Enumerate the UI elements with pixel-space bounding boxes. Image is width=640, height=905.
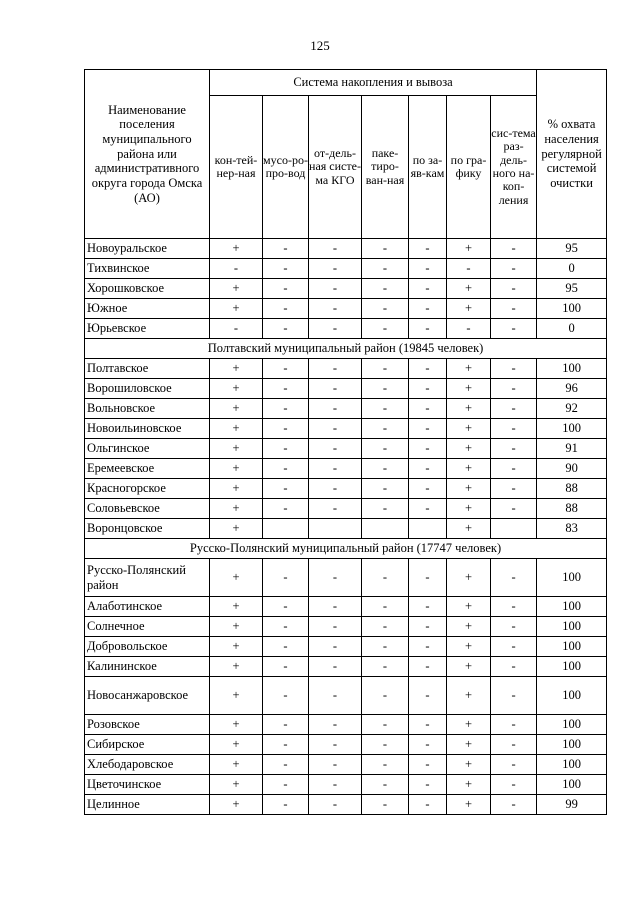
table-row bbox=[85, 259, 607, 279]
system-cell: + bbox=[447, 499, 491, 519]
system-cell: - bbox=[263, 319, 309, 339]
coverage-value: 100 bbox=[537, 775, 607, 795]
system-cell: - bbox=[362, 259, 409, 279]
table-row bbox=[85, 677, 607, 715]
system-cell: + bbox=[447, 677, 491, 715]
settlement-name: Добровольское bbox=[85, 637, 210, 657]
system-cell: - bbox=[362, 499, 409, 519]
system-cell: - bbox=[362, 755, 409, 775]
system-cell: - bbox=[210, 259, 263, 279]
system-cell: - bbox=[263, 755, 309, 775]
system-cell: - bbox=[409, 637, 447, 657]
system-cell: + bbox=[447, 755, 491, 775]
system-cell: - bbox=[491, 399, 537, 419]
system-cell: + bbox=[447, 279, 491, 299]
header-system-group: Система накопления и вывоза bbox=[210, 70, 537, 96]
table-row bbox=[85, 597, 607, 617]
system-cell: + bbox=[210, 519, 263, 539]
system-cell: + bbox=[447, 299, 491, 319]
system-cell: + bbox=[210, 735, 263, 755]
system-cell bbox=[491, 519, 537, 539]
settlement-name: Сибирское bbox=[85, 735, 210, 755]
settlement-name: Соловьевское bbox=[85, 499, 210, 519]
header-sub-6: по гра-фику bbox=[447, 96, 491, 239]
system-cell: + bbox=[447, 795, 491, 815]
system-cell: + bbox=[447, 239, 491, 259]
system-cell: - bbox=[409, 795, 447, 815]
system-cell: - bbox=[362, 399, 409, 419]
system-cell: - bbox=[309, 715, 362, 735]
system-cell: + bbox=[447, 439, 491, 459]
system-cell: - bbox=[263, 735, 309, 755]
system-cell: - bbox=[362, 617, 409, 637]
system-cell: - bbox=[362, 637, 409, 657]
system-cell: + bbox=[210, 499, 263, 519]
system-cell: - bbox=[409, 499, 447, 519]
system-cell: - bbox=[263, 279, 309, 299]
system-cell: - bbox=[491, 239, 537, 259]
system-cell: - bbox=[309, 379, 362, 399]
system-cell bbox=[263, 519, 309, 539]
coverage-value: 100 bbox=[537, 559, 607, 597]
system-cell: - bbox=[362, 299, 409, 319]
system-cell bbox=[362, 519, 409, 539]
system-cell: + bbox=[447, 399, 491, 419]
settlement-name: Солнечное bbox=[85, 617, 210, 637]
system-cell bbox=[309, 519, 362, 539]
coverage-value: 91 bbox=[537, 439, 607, 459]
system-cell: + bbox=[447, 637, 491, 657]
system-cell: - bbox=[447, 319, 491, 339]
header-sub-4: паке-тиро-ван-ная bbox=[362, 96, 409, 239]
waste-collection-table bbox=[84, 69, 607, 815]
system-cell: - bbox=[362, 715, 409, 735]
system-cell: + bbox=[210, 795, 263, 815]
coverage-value: 99 bbox=[537, 795, 607, 815]
system-cell: + bbox=[447, 735, 491, 755]
settlement-name: Южное bbox=[85, 299, 210, 319]
section-title: Полтавский муниципальный район (19845 человек) bbox=[85, 339, 607, 359]
system-cell: - bbox=[263, 379, 309, 399]
system-cell: - bbox=[309, 459, 362, 479]
system-cell: - bbox=[263, 439, 309, 459]
settlement-name: Полтавское bbox=[85, 359, 210, 379]
system-cell: - bbox=[362, 735, 409, 755]
coverage-value: 0 bbox=[537, 319, 607, 339]
system-cell: - bbox=[309, 439, 362, 459]
table-row bbox=[85, 499, 607, 519]
system-cell: - bbox=[263, 499, 309, 519]
system-cell: - bbox=[309, 419, 362, 439]
system-cell: - bbox=[362, 359, 409, 379]
table-row bbox=[85, 419, 607, 439]
system-cell: - bbox=[491, 479, 537, 499]
settlement-name: Ворошиловское bbox=[85, 379, 210, 399]
system-cell: + bbox=[210, 775, 263, 795]
system-cell: - bbox=[362, 597, 409, 617]
system-cell: - bbox=[409, 439, 447, 459]
page-number: 125 bbox=[310, 38, 330, 53]
system-cell: - bbox=[263, 559, 309, 597]
system-cell: + bbox=[447, 459, 491, 479]
table-row bbox=[85, 439, 607, 459]
system-cell: - bbox=[263, 399, 309, 419]
system-cell: - bbox=[362, 795, 409, 815]
system-cell: - bbox=[409, 419, 447, 439]
system-cell: + bbox=[210, 677, 263, 715]
table-row bbox=[85, 735, 607, 755]
system-cell: - bbox=[491, 677, 537, 715]
settlement-name: Ольгинское bbox=[85, 439, 210, 459]
system-cell: - bbox=[491, 319, 537, 339]
table-row bbox=[85, 479, 607, 499]
coverage-value: 100 bbox=[537, 677, 607, 715]
coverage-value: 0 bbox=[537, 259, 607, 279]
table-row bbox=[85, 379, 607, 399]
system-cell: - bbox=[491, 559, 537, 597]
system-cell: - bbox=[409, 379, 447, 399]
system-cell: - bbox=[309, 657, 362, 677]
section-row bbox=[85, 539, 607, 559]
system-cell: + bbox=[447, 419, 491, 439]
system-cell: - bbox=[309, 735, 362, 755]
table-row bbox=[85, 319, 607, 339]
header-coverage: % охвата населения регулярной системой очистки bbox=[537, 70, 607, 239]
system-cell: - bbox=[362, 279, 409, 299]
system-cell: + bbox=[210, 439, 263, 459]
system-cell: + bbox=[210, 637, 263, 657]
coverage-value: 100 bbox=[537, 617, 607, 637]
system-cell: - bbox=[491, 279, 537, 299]
table-row bbox=[85, 299, 607, 319]
system-cell: - bbox=[263, 597, 309, 617]
system-cell: - bbox=[309, 359, 362, 379]
settlement-name: Юрьевское bbox=[85, 319, 210, 339]
coverage-value: 100 bbox=[537, 715, 607, 735]
system-cell: - bbox=[362, 479, 409, 499]
coverage-value: 88 bbox=[537, 479, 607, 499]
system-cell: - bbox=[263, 459, 309, 479]
system-cell: - bbox=[309, 775, 362, 795]
system-cell: - bbox=[491, 617, 537, 637]
system-cell: + bbox=[210, 279, 263, 299]
table-row bbox=[85, 795, 607, 815]
settlement-name: Хорошковское bbox=[85, 279, 210, 299]
table-row bbox=[85, 359, 607, 379]
system-cell: - bbox=[263, 239, 309, 259]
settlement-name: Красногорское bbox=[85, 479, 210, 499]
system-cell: - bbox=[409, 715, 447, 735]
header-sub-2: мусо-ро-про-вод bbox=[263, 96, 309, 239]
section-title: Русско-Полянский муниципальный район (17747 человек) bbox=[85, 539, 607, 559]
system-cell: - bbox=[362, 775, 409, 795]
settlement-name: Новоуральское bbox=[85, 239, 210, 259]
system-cell: - bbox=[263, 259, 309, 279]
table-row bbox=[85, 637, 607, 657]
system-cell: - bbox=[409, 657, 447, 677]
system-cell: - bbox=[263, 359, 309, 379]
system-cell: - bbox=[309, 677, 362, 715]
system-cell: - bbox=[309, 239, 362, 259]
system-cell: - bbox=[409, 617, 447, 637]
coverage-value: 100 bbox=[537, 419, 607, 439]
settlement-name: Русско-Полянский район bbox=[85, 559, 210, 597]
system-cell: - bbox=[409, 559, 447, 597]
settlement-name: Цветочинское bbox=[85, 775, 210, 795]
system-cell: - bbox=[309, 299, 362, 319]
settlement-name: Вольновское bbox=[85, 399, 210, 419]
system-cell: - bbox=[409, 299, 447, 319]
table-row bbox=[85, 239, 607, 259]
system-cell: - bbox=[263, 617, 309, 637]
system-cell: + bbox=[210, 299, 263, 319]
system-cell: + bbox=[447, 519, 491, 539]
system-cell bbox=[409, 519, 447, 539]
system-cell: + bbox=[447, 597, 491, 617]
coverage-value: 90 bbox=[537, 459, 607, 479]
system-cell: - bbox=[309, 399, 362, 419]
system-cell: - bbox=[491, 259, 537, 279]
coverage-value: 100 bbox=[537, 657, 607, 677]
system-cell: - bbox=[309, 319, 362, 339]
system-cell: - bbox=[409, 239, 447, 259]
system-cell: + bbox=[210, 379, 263, 399]
settlement-name: Розовское bbox=[85, 715, 210, 735]
system-cell: + bbox=[210, 559, 263, 597]
system-cell: - bbox=[409, 259, 447, 279]
system-cell: + bbox=[447, 559, 491, 597]
header-sub-7: сис-тема раз-дель-ного на-коп-ления bbox=[491, 96, 537, 239]
header-sub-3: от-дель-ная систе-ма КГО bbox=[309, 96, 362, 239]
settlement-name: Новосанжаровское bbox=[85, 677, 210, 715]
system-cell: - bbox=[309, 597, 362, 617]
system-cell: - bbox=[362, 459, 409, 479]
coverage-value: 92 bbox=[537, 399, 607, 419]
system-cell: - bbox=[309, 755, 362, 775]
system-cell: - bbox=[309, 617, 362, 637]
settlement-name: Еремеевское bbox=[85, 459, 210, 479]
system-cell: - bbox=[210, 319, 263, 339]
system-cell: - bbox=[491, 715, 537, 735]
system-cell: - bbox=[409, 479, 447, 499]
system-cell: - bbox=[263, 299, 309, 319]
table-row bbox=[85, 279, 607, 299]
system-cell: - bbox=[409, 775, 447, 795]
system-cell: + bbox=[210, 479, 263, 499]
system-cell: - bbox=[409, 677, 447, 715]
system-cell: + bbox=[210, 617, 263, 637]
system-cell: - bbox=[263, 677, 309, 715]
system-cell: - bbox=[409, 399, 447, 419]
system-cell: - bbox=[309, 279, 362, 299]
table-row bbox=[85, 715, 607, 735]
table-row bbox=[85, 399, 607, 419]
coverage-value: 83 bbox=[537, 519, 607, 539]
system-cell: - bbox=[362, 559, 409, 597]
settlement-name: Калининское bbox=[85, 657, 210, 677]
system-cell: + bbox=[447, 715, 491, 735]
system-cell: - bbox=[409, 459, 447, 479]
system-cell: - bbox=[409, 359, 447, 379]
system-cell: - bbox=[491, 795, 537, 815]
system-cell: + bbox=[447, 379, 491, 399]
system-cell: - bbox=[362, 419, 409, 439]
system-cell: + bbox=[210, 239, 263, 259]
system-cell: + bbox=[447, 775, 491, 795]
coverage-value: 100 bbox=[537, 299, 607, 319]
table-row bbox=[85, 459, 607, 479]
system-cell: + bbox=[210, 657, 263, 677]
system-cell: - bbox=[362, 379, 409, 399]
coverage-value: 100 bbox=[537, 755, 607, 775]
system-cell: - bbox=[362, 319, 409, 339]
system-cell: + bbox=[210, 755, 263, 775]
section-row bbox=[85, 339, 607, 359]
table-row bbox=[85, 755, 607, 775]
system-cell: + bbox=[447, 657, 491, 677]
system-cell: - bbox=[491, 419, 537, 439]
settlement-name: Целинное bbox=[85, 795, 210, 815]
system-cell: + bbox=[210, 597, 263, 617]
table-row bbox=[85, 617, 607, 637]
system-cell: - bbox=[409, 279, 447, 299]
system-cell: - bbox=[309, 259, 362, 279]
system-cell: - bbox=[309, 499, 362, 519]
system-cell: - bbox=[263, 795, 309, 815]
system-cell: - bbox=[362, 239, 409, 259]
system-cell: - bbox=[409, 735, 447, 755]
system-cell: + bbox=[210, 399, 263, 419]
system-cell: - bbox=[263, 715, 309, 735]
header-sub-5: по за-яв-кам bbox=[409, 96, 447, 239]
table-row bbox=[85, 519, 607, 539]
system-cell: - bbox=[491, 379, 537, 399]
system-cell: - bbox=[309, 559, 362, 597]
coverage-value: 96 bbox=[537, 379, 607, 399]
coverage-value: 100 bbox=[537, 637, 607, 657]
system-cell: + bbox=[210, 459, 263, 479]
settlement-name: Воронцовское bbox=[85, 519, 210, 539]
system-cell: - bbox=[362, 657, 409, 677]
header-name-column: Наименование поселения муниципального района или административного округа города Омска (АО) bbox=[85, 70, 210, 239]
system-cell: - bbox=[263, 775, 309, 795]
system-cell: - bbox=[491, 637, 537, 657]
system-cell: - bbox=[309, 637, 362, 657]
header-sub-1: кон-тей-нер-ная bbox=[210, 96, 263, 239]
system-cell: - bbox=[491, 597, 537, 617]
coverage-value: 100 bbox=[537, 359, 607, 379]
system-cell: - bbox=[309, 479, 362, 499]
coverage-value: 88 bbox=[537, 499, 607, 519]
system-cell: - bbox=[409, 755, 447, 775]
system-cell: - bbox=[362, 439, 409, 459]
system-cell: - bbox=[263, 419, 309, 439]
system-cell: + bbox=[210, 419, 263, 439]
coverage-value: 100 bbox=[537, 735, 607, 755]
system-cell: - bbox=[491, 299, 537, 319]
coverage-value: 95 bbox=[537, 239, 607, 259]
system-cell: - bbox=[491, 775, 537, 795]
system-cell: - bbox=[491, 439, 537, 459]
system-cell: - bbox=[491, 657, 537, 677]
settlement-name: Новоильиновское bbox=[85, 419, 210, 439]
system-cell: - bbox=[409, 597, 447, 617]
system-cell: - bbox=[263, 657, 309, 677]
system-cell: - bbox=[309, 795, 362, 815]
system-cell: + bbox=[447, 359, 491, 379]
system-cell: + bbox=[447, 479, 491, 499]
settlement-name: Тихвинское bbox=[85, 259, 210, 279]
coverage-value: 100 bbox=[537, 597, 607, 617]
system-cell: + bbox=[210, 715, 263, 735]
table-row bbox=[85, 559, 607, 597]
system-cell: - bbox=[409, 319, 447, 339]
system-cell: - bbox=[447, 259, 491, 279]
system-cell: - bbox=[491, 755, 537, 775]
system-cell: + bbox=[210, 359, 263, 379]
table-row bbox=[85, 775, 607, 795]
system-cell: - bbox=[491, 459, 537, 479]
system-cell: - bbox=[362, 677, 409, 715]
system-cell: - bbox=[263, 479, 309, 499]
system-cell: - bbox=[491, 359, 537, 379]
settlement-name: Хлебодаровское bbox=[85, 755, 210, 775]
system-cell: - bbox=[263, 637, 309, 657]
settlement-name: Алаботинское bbox=[85, 597, 210, 617]
system-cell: - bbox=[491, 499, 537, 519]
system-cell: - bbox=[491, 735, 537, 755]
coverage-value: 95 bbox=[537, 279, 607, 299]
system-cell: + bbox=[447, 617, 491, 637]
table-row bbox=[85, 657, 607, 677]
